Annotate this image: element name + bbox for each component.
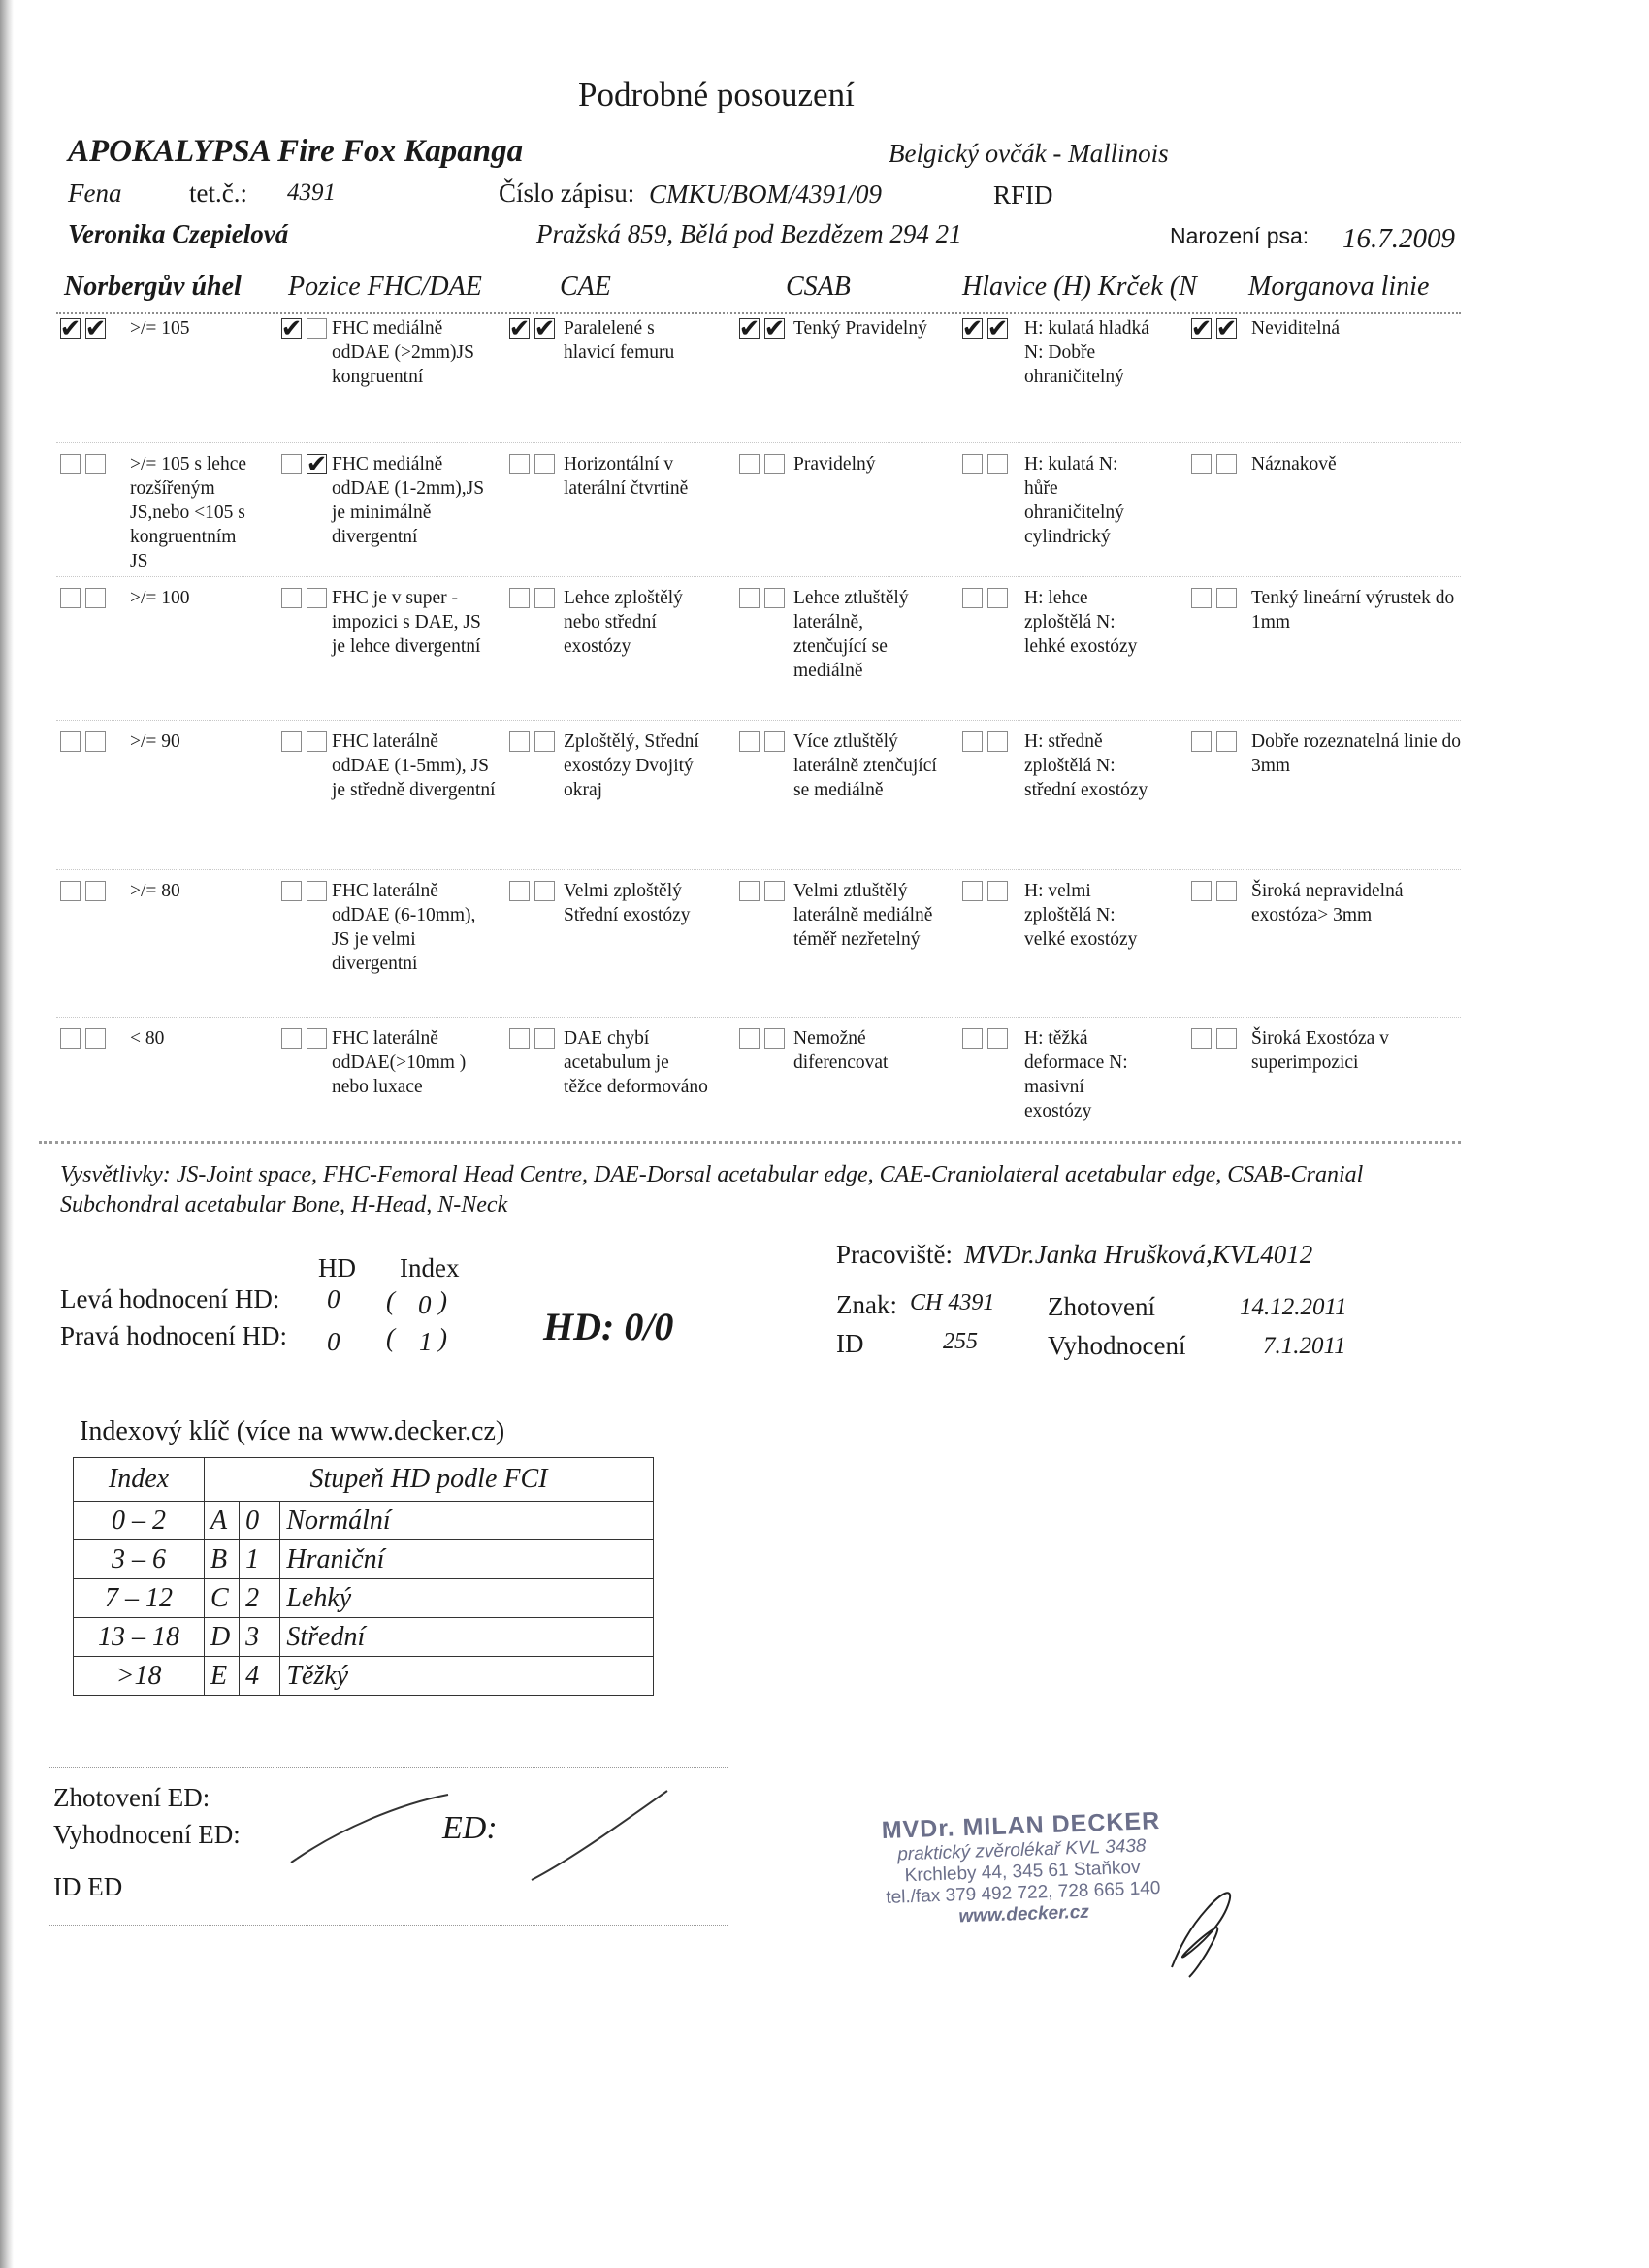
- stamp-line-web: www.decker.cz: [958, 1901, 1090, 1928]
- id-value: 255: [943, 1329, 978, 1354]
- checkbox-empty[interactable]: [281, 454, 302, 474]
- index-key-letter: A: [205, 1502, 240, 1540]
- checkbox-group: [509, 731, 555, 752]
- checkbox-empty[interactable]: [509, 588, 530, 608]
- left-index-paren-close: ): [438, 1286, 447, 1315]
- checkbox-checked[interactable]: [961, 313, 984, 342]
- checkbox-group: [281, 881, 327, 901]
- index-key-row: [74, 1540, 654, 1579]
- grid-cell-text: FHC laterálně odDAE (6-10mm), JS je velmi divergentní: [332, 881, 476, 974]
- index-key-range: 0 – 2: [74, 1502, 205, 1540]
- index-key-letter: E: [205, 1657, 240, 1696]
- grid-cell-text: Lehce ztluštělý laterálně, ztenčující se mediálně: [793, 588, 909, 681]
- index-key-range: 3 – 6: [74, 1540, 205, 1579]
- checkbox-group: [962, 588, 1008, 608]
- checkbox-group: [961, 313, 1009, 342]
- checkbox-checked[interactable]: [84, 313, 107, 342]
- explanations: Vysvětlivky: JS-Joint space, FHC-Femoral Head Centre, DAE-Dorsal acetabular edge, CAE-Craniolateral acetabular edge, CSAB-Cranial Subchondral acetabular Bone, H-Head, N-Neck: [60, 1162, 1364, 1217]
- index-key-header-index: Index: [74, 1458, 205, 1502]
- stamp-line-name: MVDr. MILAN DECKER: [881, 1807, 1161, 1845]
- checkbox-empty[interactable]: [534, 588, 555, 608]
- grid-cell-text: >/= 105 s lehce rozšířeným JS,nebo <105 s kongruentním JS: [130, 454, 247, 571]
- column-header-norberg: Norbergův úhel: [64, 272, 242, 302]
- checkmark-icon: ✔: [59, 313, 81, 342]
- checkbox-empty[interactable]: [60, 731, 81, 752]
- footer-top-rule: [48, 1767, 728, 1768]
- checkbox-empty[interactable]: [1191, 881, 1212, 901]
- checkbox-group: [1191, 588, 1237, 608]
- checkbox-empty[interactable]: [962, 731, 983, 752]
- checkmark-icon: ✔: [1190, 313, 1212, 342]
- grid-cell-text: Velmi zploštělý Střední exostózy: [564, 881, 691, 925]
- left-index-paren-open: (: [386, 1286, 395, 1315]
- breed: Belgický ovčák - Mallinois: [889, 139, 1169, 168]
- index-key-number: 1: [240, 1540, 280, 1579]
- grid-cell-text: Neviditelná: [1251, 318, 1340, 339]
- checkbox-group: [280, 313, 327, 342]
- checkbox-group: [739, 731, 785, 752]
- checkbox-checked[interactable]: [306, 449, 328, 478]
- checkbox-empty[interactable]: [987, 881, 1008, 901]
- checkbox-empty[interactable]: [85, 588, 106, 608]
- grid-cell-text: FHC mediálně odDAE (1-2mm),JS je minimálně divergentní: [332, 454, 485, 547]
- checkbox-group: [60, 731, 106, 752]
- checkbox-empty[interactable]: [85, 1028, 106, 1049]
- checkbox-empty[interactable]: [60, 454, 81, 474]
- index-key-letter: C: [205, 1579, 240, 1618]
- checkbox-empty[interactable]: [534, 731, 555, 752]
- sex: Fena: [68, 178, 122, 208]
- index-key-grade-name: Střední: [280, 1618, 654, 1657]
- vyhodnoceni-ed-label: Vyhodnocení ED:: [53, 1820, 241, 1849]
- checkbox-group: [962, 1028, 1008, 1049]
- checkbox-group: [1191, 454, 1237, 474]
- right-index-paren-close: ): [438, 1323, 447, 1352]
- checkbox-checked[interactable]: [508, 313, 531, 342]
- checkbox-group: [962, 731, 1008, 752]
- checkbox-group: [739, 881, 785, 901]
- right-index-paren-open: (: [386, 1323, 395, 1352]
- znak-value: CH 4391: [910, 1290, 995, 1315]
- checkbox-empty[interactable]: [1191, 588, 1212, 608]
- checkmark-icon: ✔: [986, 313, 1009, 342]
- pen-strokes: [281, 1785, 689, 1901]
- checkbox-empty[interactable]: [307, 1028, 327, 1049]
- index-key-letter: D: [205, 1618, 240, 1657]
- checkbox-empty[interactable]: [1216, 588, 1237, 608]
- index-column-header: Index: [400, 1253, 460, 1282]
- checkbox-empty[interactable]: [85, 454, 106, 474]
- checkbox-group: [281, 449, 328, 478]
- index-key-table: [73, 1457, 654, 1696]
- document-title: Podrobné posouzení: [578, 76, 855, 113]
- left-hd-label: Levá hodnocení HD:: [60, 1284, 280, 1313]
- checkbox-group: [281, 1028, 327, 1049]
- grid-cell-text: H: kulatá N: hůře ohraničitelný cylindrický: [1024, 454, 1124, 547]
- id-ed-label: ID ED: [53, 1872, 123, 1901]
- zhotoveni-label: Zhotovení: [1048, 1292, 1155, 1321]
- checkbox-empty[interactable]: [1216, 1028, 1237, 1049]
- grid-cell-text: Pravidelný: [793, 454, 876, 474]
- checkmark-icon: ✔: [1215, 313, 1238, 342]
- id-label: ID: [836, 1329, 864, 1358]
- left-hd-value: 0: [327, 1284, 340, 1313]
- column-header-cae: CAE: [560, 272, 611, 302]
- grid-cell-text: Tenký lineární výrustek do 1mm: [1251, 588, 1455, 632]
- column-header-fhc-dae: Pozice FHC/DAE: [288, 272, 482, 302]
- grid-row-separator: [56, 1017, 1461, 1018]
- checkbox-empty[interactable]: [764, 1028, 785, 1049]
- checkbox-empty[interactable]: [739, 588, 760, 608]
- checkbox-empty[interactable]: [1191, 731, 1212, 752]
- index-key-row: [74, 1657, 654, 1696]
- pen-stroke-left: [297, 1795, 448, 1859]
- index-key-header-grade: Stupeň HD podle FCI: [205, 1458, 654, 1502]
- owner-name: Veronika Czepielová: [68, 219, 289, 248]
- checkbox-empty[interactable]: [85, 881, 106, 901]
- grid-cell-text: H: kulatá hladká N: Dobře ohraničitelný: [1024, 318, 1149, 387]
- grid-cell-text: Velmi ztluštělý laterálně mediálně téměř nezřetelný: [793, 881, 933, 950]
- hd-result: HD: 0/0: [543, 1305, 674, 1348]
- vet-stamp: [856, 1806, 1189, 1931]
- stamp-line-title: praktický zvěrolékař KVL 3438: [896, 1835, 1147, 1865]
- birth-label: Narození psa:: [1170, 223, 1310, 248]
- checkbox-empty[interactable]: [764, 881, 785, 901]
- grid-cell-text: Paralelené s hlavicí femuru: [564, 318, 675, 363]
- checkbox-empty[interactable]: [307, 881, 327, 901]
- grid-cell-text: Nemožné diferencovat: [793, 1028, 889, 1073]
- grid-cell-text: FHC mediálně odDAE (>2mm)JS kongruentní: [332, 318, 474, 387]
- pen-stroke-right: [532, 1791, 667, 1880]
- right-hd-value: 0: [327, 1327, 340, 1356]
- right-hd-label: Pravá hodnocení HD:: [60, 1321, 287, 1350]
- tattoo-value: 4391: [287, 179, 336, 206]
- checkbox-empty[interactable]: [739, 731, 760, 752]
- dog-name: APOKALYPSA Fire Fox Kapanga: [68, 134, 524, 169]
- ed-label: ED:: [442, 1810, 498, 1846]
- checkbox-empty[interactable]: [987, 454, 1008, 474]
- checkbox-empty[interactable]: [1216, 454, 1237, 474]
- checkbox-checked[interactable]: [534, 313, 556, 342]
- checkbox-group: [60, 454, 106, 474]
- grid-cell-text: Náznakově: [1251, 454, 1337, 474]
- grid-cell-text: Široká nepravidelná exostóza> 3mm: [1251, 881, 1404, 925]
- index-key-letter: B: [205, 1540, 240, 1579]
- grid-cell-text: H: těžká deformace N: masivní exostózy: [1024, 1028, 1128, 1121]
- index-key-row: [74, 1579, 654, 1618]
- signature: [1160, 1870, 1247, 1987]
- footer-bottom-rule: [48, 1925, 728, 1926]
- index-key-number: 3: [240, 1618, 280, 1657]
- checkbox-empty[interactable]: [962, 1028, 983, 1049]
- checkbox-empty[interactable]: [764, 588, 785, 608]
- checkmark-icon: ✔: [961, 313, 984, 342]
- right-index-value: 1: [419, 1327, 433, 1356]
- checkbox-empty[interactable]: [739, 881, 760, 901]
- checkbox-empty[interactable]: [739, 1028, 760, 1049]
- index-key-number: 4: [240, 1657, 280, 1696]
- checkbox-group: [962, 881, 1008, 901]
- checkbox-empty[interactable]: [1216, 881, 1237, 901]
- vyhodnoceni-date: 7.1.2011: [1263, 1333, 1346, 1359]
- grid-cell-text: Lehce zploštělý nebo střední exostózy: [564, 588, 683, 657]
- checkbox-empty[interactable]: [509, 731, 530, 752]
- checkbox-empty[interactable]: [739, 454, 760, 474]
- checkbox-group: [59, 313, 107, 342]
- left-index-value: 0: [418, 1290, 432, 1319]
- index-key-grade-name: Lehký: [280, 1579, 654, 1618]
- zhotoveni-date: 14.12.2011: [1240, 1294, 1347, 1320]
- checkbox-group: [739, 1028, 785, 1049]
- checkbox-empty[interactable]: [1191, 454, 1212, 474]
- checkbox-checked[interactable]: [1190, 313, 1212, 342]
- index-key-grade-name: Hraniční: [280, 1540, 654, 1579]
- checkmark-icon: ✔: [738, 313, 760, 342]
- index-key-row: [74, 1502, 654, 1540]
- checkmark-icon: ✔: [508, 313, 531, 342]
- index-key-row: [74, 1618, 654, 1657]
- grid-cell-text: >/= 105: [130, 318, 190, 339]
- checkbox-group: [509, 454, 555, 474]
- checkbox-group: [1190, 313, 1238, 342]
- checkbox-empty[interactable]: [962, 588, 983, 608]
- checkmark-icon: ✔: [534, 313, 556, 342]
- checkbox-group: [281, 731, 327, 752]
- checkbox-checked[interactable]: [59, 313, 81, 342]
- znak-label: Znak:: [836, 1290, 897, 1319]
- checkbox-group: [60, 881, 106, 901]
- grid-row-separator: [56, 442, 1461, 443]
- checkbox-empty[interactable]: [987, 1028, 1008, 1049]
- grid-cell-text: FHC je v super - impozici s DAE, JS je lehce divergentní: [332, 588, 481, 657]
- workplace-value: MVDr.Janka Hrušková,KVL4012: [964, 1240, 1313, 1269]
- signature-stroke: [1172, 1893, 1230, 1977]
- index-key-range: >18: [74, 1657, 205, 1696]
- checkbox-checked[interactable]: [763, 313, 786, 342]
- grid-cell-text: FHC laterálně odDAE (1-5mm), JS je středně divergentní: [332, 731, 496, 800]
- grid-cell-text: >/= 100: [130, 588, 190, 608]
- vyhodnoceni-label: Vyhodnocení: [1048, 1331, 1186, 1360]
- checkbox-checked[interactable]: [986, 313, 1009, 342]
- checkbox-group: [739, 588, 785, 608]
- checkbox-empty[interactable]: [1191, 1028, 1212, 1049]
- grid-cell-text: Dobře rozeznatelná linie do 3mm: [1251, 731, 1462, 776]
- checkbox-group: [508, 313, 556, 342]
- checkbox-group: [60, 1028, 106, 1049]
- column-header-csab: CSAB: [786, 272, 851, 302]
- grid-cell-text: H: lehce zploštělá N: lehké exostózy: [1024, 588, 1138, 657]
- checkbox-empty[interactable]: [1216, 731, 1237, 752]
- checkbox-empty[interactable]: [60, 1028, 81, 1049]
- checkmark-icon: ✔: [84, 313, 107, 342]
- owner-address: Pražská 859, Bělá pod Bezdězem 294 21: [536, 219, 962, 248]
- checkbox-empty[interactable]: [962, 454, 983, 474]
- checkbox-empty[interactable]: [987, 588, 1008, 608]
- scan-left-edge: [0, 0, 14, 2268]
- checkbox-group: [509, 588, 555, 608]
- checkbox-group: [509, 1028, 555, 1049]
- grid-bottom-rule: [39, 1141, 1461, 1144]
- checkbox-group: [1191, 731, 1237, 752]
- checkbox-empty[interactable]: [85, 731, 106, 752]
- grid-cell-text: H: středně zploštělá N: střední exostózy: [1024, 731, 1148, 800]
- grid-cell-text: DAE chybí acetabulum je těžce deformováno: [564, 1028, 708, 1097]
- birth-date: 16.7.2009: [1342, 223, 1455, 254]
- registration-label: Číslo zápisu:: [499, 178, 635, 208]
- index-key-number: 2: [240, 1579, 280, 1618]
- checkbox-empty[interactable]: [281, 731, 302, 752]
- hd-column-header: HD: [318, 1253, 356, 1282]
- grid-cell-text: FHC laterálně odDAE(>10mm ) nebo luxace: [332, 1028, 467, 1097]
- registration-value: CMKU/BOM/4391/09: [649, 179, 882, 209]
- checkbox-empty[interactable]: [509, 1028, 530, 1049]
- checkbox-checked[interactable]: [280, 313, 303, 342]
- grid-row-separator: [56, 576, 1461, 577]
- checkbox-group: [962, 454, 1008, 474]
- grid-cell-text: Tenký Pravidelný: [793, 318, 927, 339]
- grid-cell-text: Široká Exostóza v superimpozici: [1251, 1028, 1389, 1073]
- checkbox-empty[interactable]: [534, 1028, 555, 1049]
- checkbox-empty[interactable]: [509, 881, 530, 901]
- index-key-title: Indexový klíč (více na www.decker.cz): [80, 1416, 505, 1446]
- checkbox-empty[interactable]: [764, 454, 785, 474]
- checkbox-empty[interactable]: [534, 454, 555, 474]
- checkbox-empty[interactable]: [307, 588, 327, 608]
- workplace-label: Pracoviště:: [836, 1240, 953, 1269]
- checkbox-group: [281, 588, 327, 608]
- grid-cell-text: Zploštělý, Střední exostózy Dvojitý okraj: [564, 731, 699, 800]
- checkbox-empty[interactable]: [307, 318, 327, 339]
- checkbox-empty[interactable]: [60, 588, 81, 608]
- grid-cell-text: Více ztluštělý laterálně ztenčující se mediálně: [793, 731, 937, 800]
- checkbox-empty[interactable]: [764, 731, 785, 752]
- grid-row-separator: [56, 869, 1461, 870]
- grid-cell-text: >/= 90: [130, 731, 180, 752]
- rfid-label: RFID: [993, 180, 1053, 210]
- pen-stroke-left-tail: [291, 1859, 297, 1863]
- checkbox-empty[interactable]: [307, 731, 327, 752]
- checkbox-checked[interactable]: [1215, 313, 1238, 342]
- checkbox-empty[interactable]: [534, 881, 555, 901]
- checkmark-icon: ✔: [763, 313, 786, 342]
- grid-cell-text: < 80: [130, 1028, 165, 1049]
- checkbox-empty[interactable]: [60, 881, 81, 901]
- index-key-number: 0: [240, 1502, 280, 1540]
- tattoo-label: tet.č.:: [189, 178, 247, 208]
- checkbox-group: [1191, 1028, 1237, 1049]
- checkbox-checked[interactable]: [738, 313, 760, 342]
- column-header-head-neck: Hlavice (H) Krček (N: [962, 272, 1197, 302]
- checkbox-group: [509, 881, 555, 901]
- grid-cell-text: H: velmi zploštělá N: velké exostózy: [1024, 881, 1138, 950]
- grid-row-separator: [56, 720, 1461, 721]
- checkbox-empty[interactable]: [281, 588, 302, 608]
- stamp-line-address: Krchleby 44, 345 61 Staňkov: [904, 1857, 1141, 1887]
- checkbox-empty[interactable]: [281, 1028, 302, 1049]
- grid-cell-text: >/= 80: [130, 881, 180, 901]
- checkbox-empty[interactable]: [509, 454, 530, 474]
- checkbox-group: [739, 454, 785, 474]
- checkbox-group: [60, 588, 106, 608]
- column-header-morgan: Morganova linie: [1248, 272, 1430, 302]
- checkbox-empty[interactable]: [281, 881, 302, 901]
- checkbox-group: [1191, 881, 1237, 901]
- stamp-line-phone: tel./fax 379 492 722, 728 665 140: [886, 1878, 1161, 1908]
- index-key-range: 13 – 18: [74, 1618, 205, 1657]
- zhotoveni-ed-label: Zhotovení ED:: [53, 1783, 210, 1812]
- index-key-grade-name: Normální: [280, 1502, 654, 1540]
- grid-cell-text: Horizontální v laterální čtvrtině: [564, 454, 689, 499]
- checkbox-empty[interactable]: [987, 731, 1008, 752]
- checkbox-empty[interactable]: [962, 881, 983, 901]
- checkbox-group: [738, 313, 786, 342]
- checkmark-icon: ✔: [280, 313, 303, 342]
- index-key-grade-name: Těžký: [280, 1657, 654, 1696]
- checkmark-icon: ✔: [306, 449, 328, 478]
- index-key-range: 7 – 12: [74, 1579, 205, 1618]
